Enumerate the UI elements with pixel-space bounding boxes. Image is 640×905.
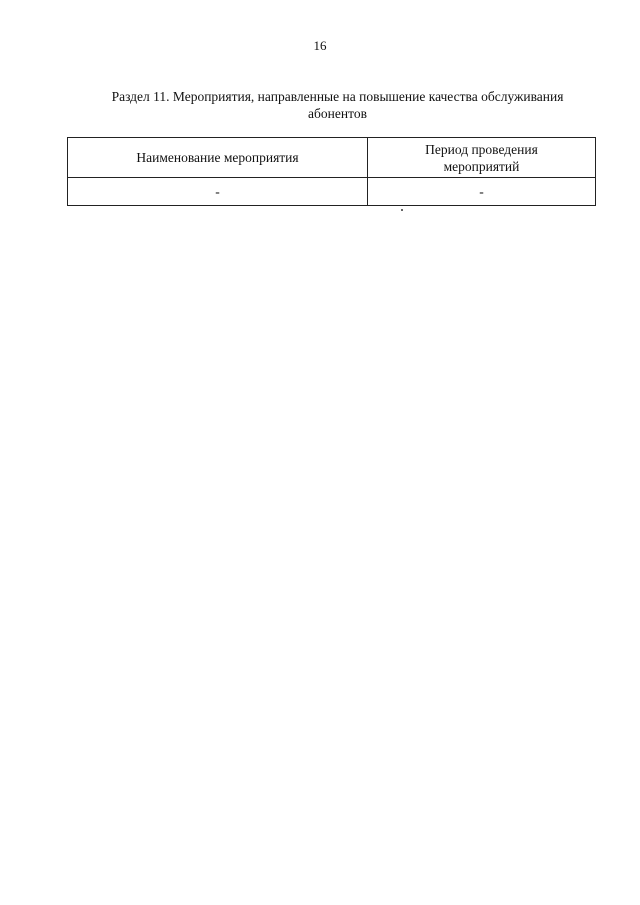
header-event-name: Наименование мероприятия — [68, 138, 368, 178]
cell-event-period: - — [367, 178, 595, 206]
cell-event-name: - — [68, 178, 368, 206]
section-title-line-2: абонентов — [308, 106, 367, 121]
section-title — [60, 88, 615, 122]
events-table — [67, 137, 596, 206]
header-event-period-line-2: мероприятий — [443, 158, 520, 174]
header-event-period-line-1: Период проведения — [425, 141, 538, 157]
table-row — [68, 178, 596, 206]
table-header-row — [68, 138, 596, 178]
scan-speck — [401, 209, 403, 211]
section-title-line-1: Раздел 11. Мероприятия, направленные на повышение качества обслуживания — [111, 89, 564, 104]
header-event-period — [367, 138, 595, 178]
page-number: 16 — [313, 38, 327, 53]
